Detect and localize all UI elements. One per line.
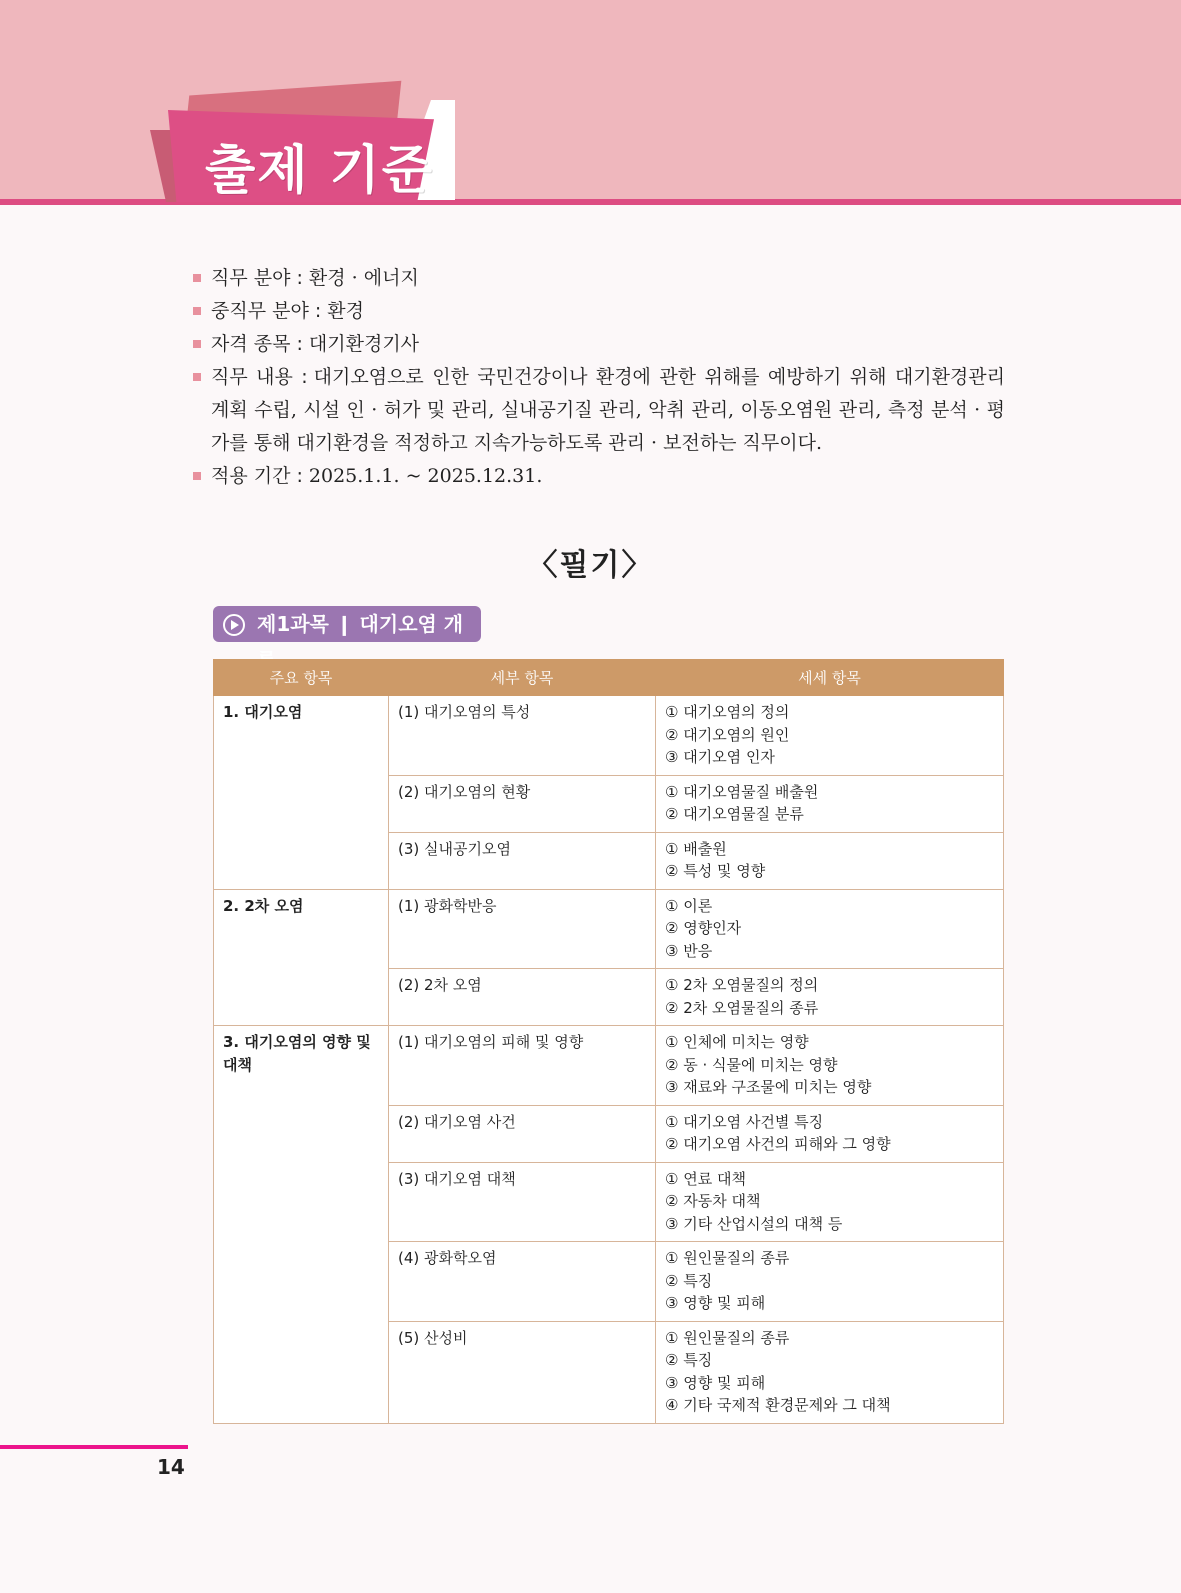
sub-item-cell: (3) 대기오염 대책 [389, 1162, 656, 1242]
detail-item-cell [656, 1321, 1004, 1423]
page-title: 출제 기준 [205, 141, 435, 201]
table-row [214, 1026, 1004, 1106]
detail-item: ① 연료 대책 [665, 1169, 746, 1188]
info-value: 2025.1.1. ~ 2025.12.31. [308, 465, 543, 487]
info-item-period [193, 460, 1005, 493]
info-label: 중직무 분야 : [211, 300, 322, 322]
sub-item-cell: (5) 산성비 [389, 1321, 656, 1423]
square-bullet-icon [193, 373, 201, 381]
detail-item: ① 인체에 미치는 영향 [665, 1033, 809, 1051]
column-header-sub: 세부 항목 [389, 660, 656, 696]
info-label: 자격 종목 : [211, 333, 303, 355]
info-item-subfield [193, 295, 1005, 328]
info-label: 직무 내용 : [211, 366, 308, 388]
detail-item: ② 특징 [665, 1271, 713, 1290]
detail-item: ① 대기오염 사건별 특징 [665, 1112, 824, 1131]
syllabus-table [213, 659, 1004, 1424]
sub-item-cell: (1) 광화학반응 [389, 889, 656, 969]
table-header-row [214, 660, 1004, 696]
detail-item: ① 원인물질의 종류 [665, 1328, 790, 1347]
info-item-job-description [193, 361, 1005, 460]
detail-item: ③ 영향 및 피해 [665, 1373, 766, 1392]
info-label: 적용 기간 : [211, 465, 303, 487]
sub-item-cell: (3) 실내공기오염 [389, 832, 656, 889]
section-heading: 〈필기〉 [527, 548, 654, 583]
detail-item: ② 영향인자 [665, 919, 742, 937]
info-value: 대기오염으로 인한 국민건강이나 환경에 관한 위해를 예방하기 위해 대기환경관리 계획 수립, 시설 인 · 허가 및 관리, 실내공기질 관리, 악취 관리, 이동오염원 관리, 측정 분석 · 평가를 통해 대기환경을 적정하고 지속가능하도록 관리 · 보전하는 직무이다. [211, 366, 1005, 454]
square-bullet-icon [193, 307, 201, 315]
detail-item: ③ 반응 [665, 941, 713, 960]
detail-item-cell [656, 1026, 1004, 1106]
detail-item: ② 특징 [665, 1351, 713, 1369]
detail-item-cell [656, 832, 1004, 889]
detail-item: ② 대기오염 사건의 피해와 그 영향 [665, 1135, 891, 1153]
detail-item: ① 원인물질의 종류 [665, 1249, 790, 1267]
info-item-qualification [193, 328, 1005, 361]
subject-badge [213, 606, 481, 642]
detail-item: ④ 기타 국제적 환경문제와 그 대책 [665, 1396, 891, 1414]
detail-item: ③ 재료와 구조물에 미치는 영향 [665, 1078, 872, 1096]
fast-forward-icon [223, 614, 245, 636]
detail-item: ② 대기오염물질 분류 [665, 805, 804, 823]
main-item-cell [214, 696, 389, 890]
main-item-cell [214, 1026, 389, 1424]
main-item-label: 2. 2차 오염 [223, 896, 304, 915]
detail-item: ③ 영향 및 피해 [665, 1294, 766, 1312]
sub-item-cell: (1) 대기오염의 특성 [389, 696, 656, 776]
main-item-label: 1. 대기오염 [223, 703, 303, 721]
detail-item: ② 2차 오염물질의 종류 [665, 998, 819, 1017]
column-header-main: 주요 항목 [214, 660, 389, 696]
table-row [214, 889, 1004, 969]
info-value: 환경 [327, 300, 364, 322]
detail-item: ② 대기오염의 원인 [665, 725, 790, 744]
detail-item: ① 배출원 [665, 839, 727, 858]
main-item-cell [214, 889, 389, 1026]
sub-item-cell: (2) 대기오염 사건 [389, 1105, 656, 1162]
detail-item-cell [656, 696, 1004, 776]
sub-item-cell: (2) 2차 오염 [389, 969, 656, 1026]
info-item-field [193, 262, 1005, 295]
detail-item: ① 2차 오염물질의 정의 [665, 976, 819, 994]
detail-item-cell [656, 775, 1004, 832]
detail-item: ① 대기오염의 정의 [665, 703, 790, 721]
main-item-label: 3. 대기오염의 영향 및 대책 [223, 1033, 371, 1074]
info-value: 대기환경기사 [308, 333, 420, 355]
info-label: 직무 분야 : [211, 267, 303, 289]
detail-item-cell [656, 889, 1004, 969]
exam-info-list [193, 262, 1005, 493]
detail-item: ③ 대기오염 인자 [665, 748, 775, 766]
info-value: 환경 · 에너지 [308, 267, 419, 289]
square-bullet-icon [193, 274, 201, 282]
sub-item-cell: (4) 광화학오염 [389, 1242, 656, 1322]
detail-item: ① 이론 [665, 896, 713, 915]
footer-accent-line [0, 1445, 188, 1449]
sub-item-cell: (1) 대기오염의 피해 및 영향 [389, 1026, 656, 1106]
detail-item: ② 특성 및 영향 [665, 862, 766, 880]
square-bullet-icon [193, 472, 201, 480]
detail-item: ② 동 · 식물에 미치는 영향 [665, 1055, 838, 1074]
detail-item-cell [656, 1242, 1004, 1322]
detail-item: ① 대기오염물질 배출원 [665, 782, 819, 801]
page-number: 14 [157, 1455, 185, 1479]
detail-item-cell [656, 969, 1004, 1026]
detail-item: ② 자동차 대책 [665, 1192, 761, 1210]
column-header-detail: 세세 항목 [656, 660, 1004, 696]
detail-item: ③ 기타 산업시설의 대책 등 [665, 1214, 843, 1233]
detail-item-cell [656, 1162, 1004, 1242]
table-row [214, 696, 1004, 776]
detail-item-cell [656, 1105, 1004, 1162]
subject-title: 제1과목 ❙ 대기오염 개 [257, 612, 464, 636]
sub-item-cell: (2) 대기오염의 현황 [389, 775, 656, 832]
square-bullet-icon [193, 340, 201, 348]
